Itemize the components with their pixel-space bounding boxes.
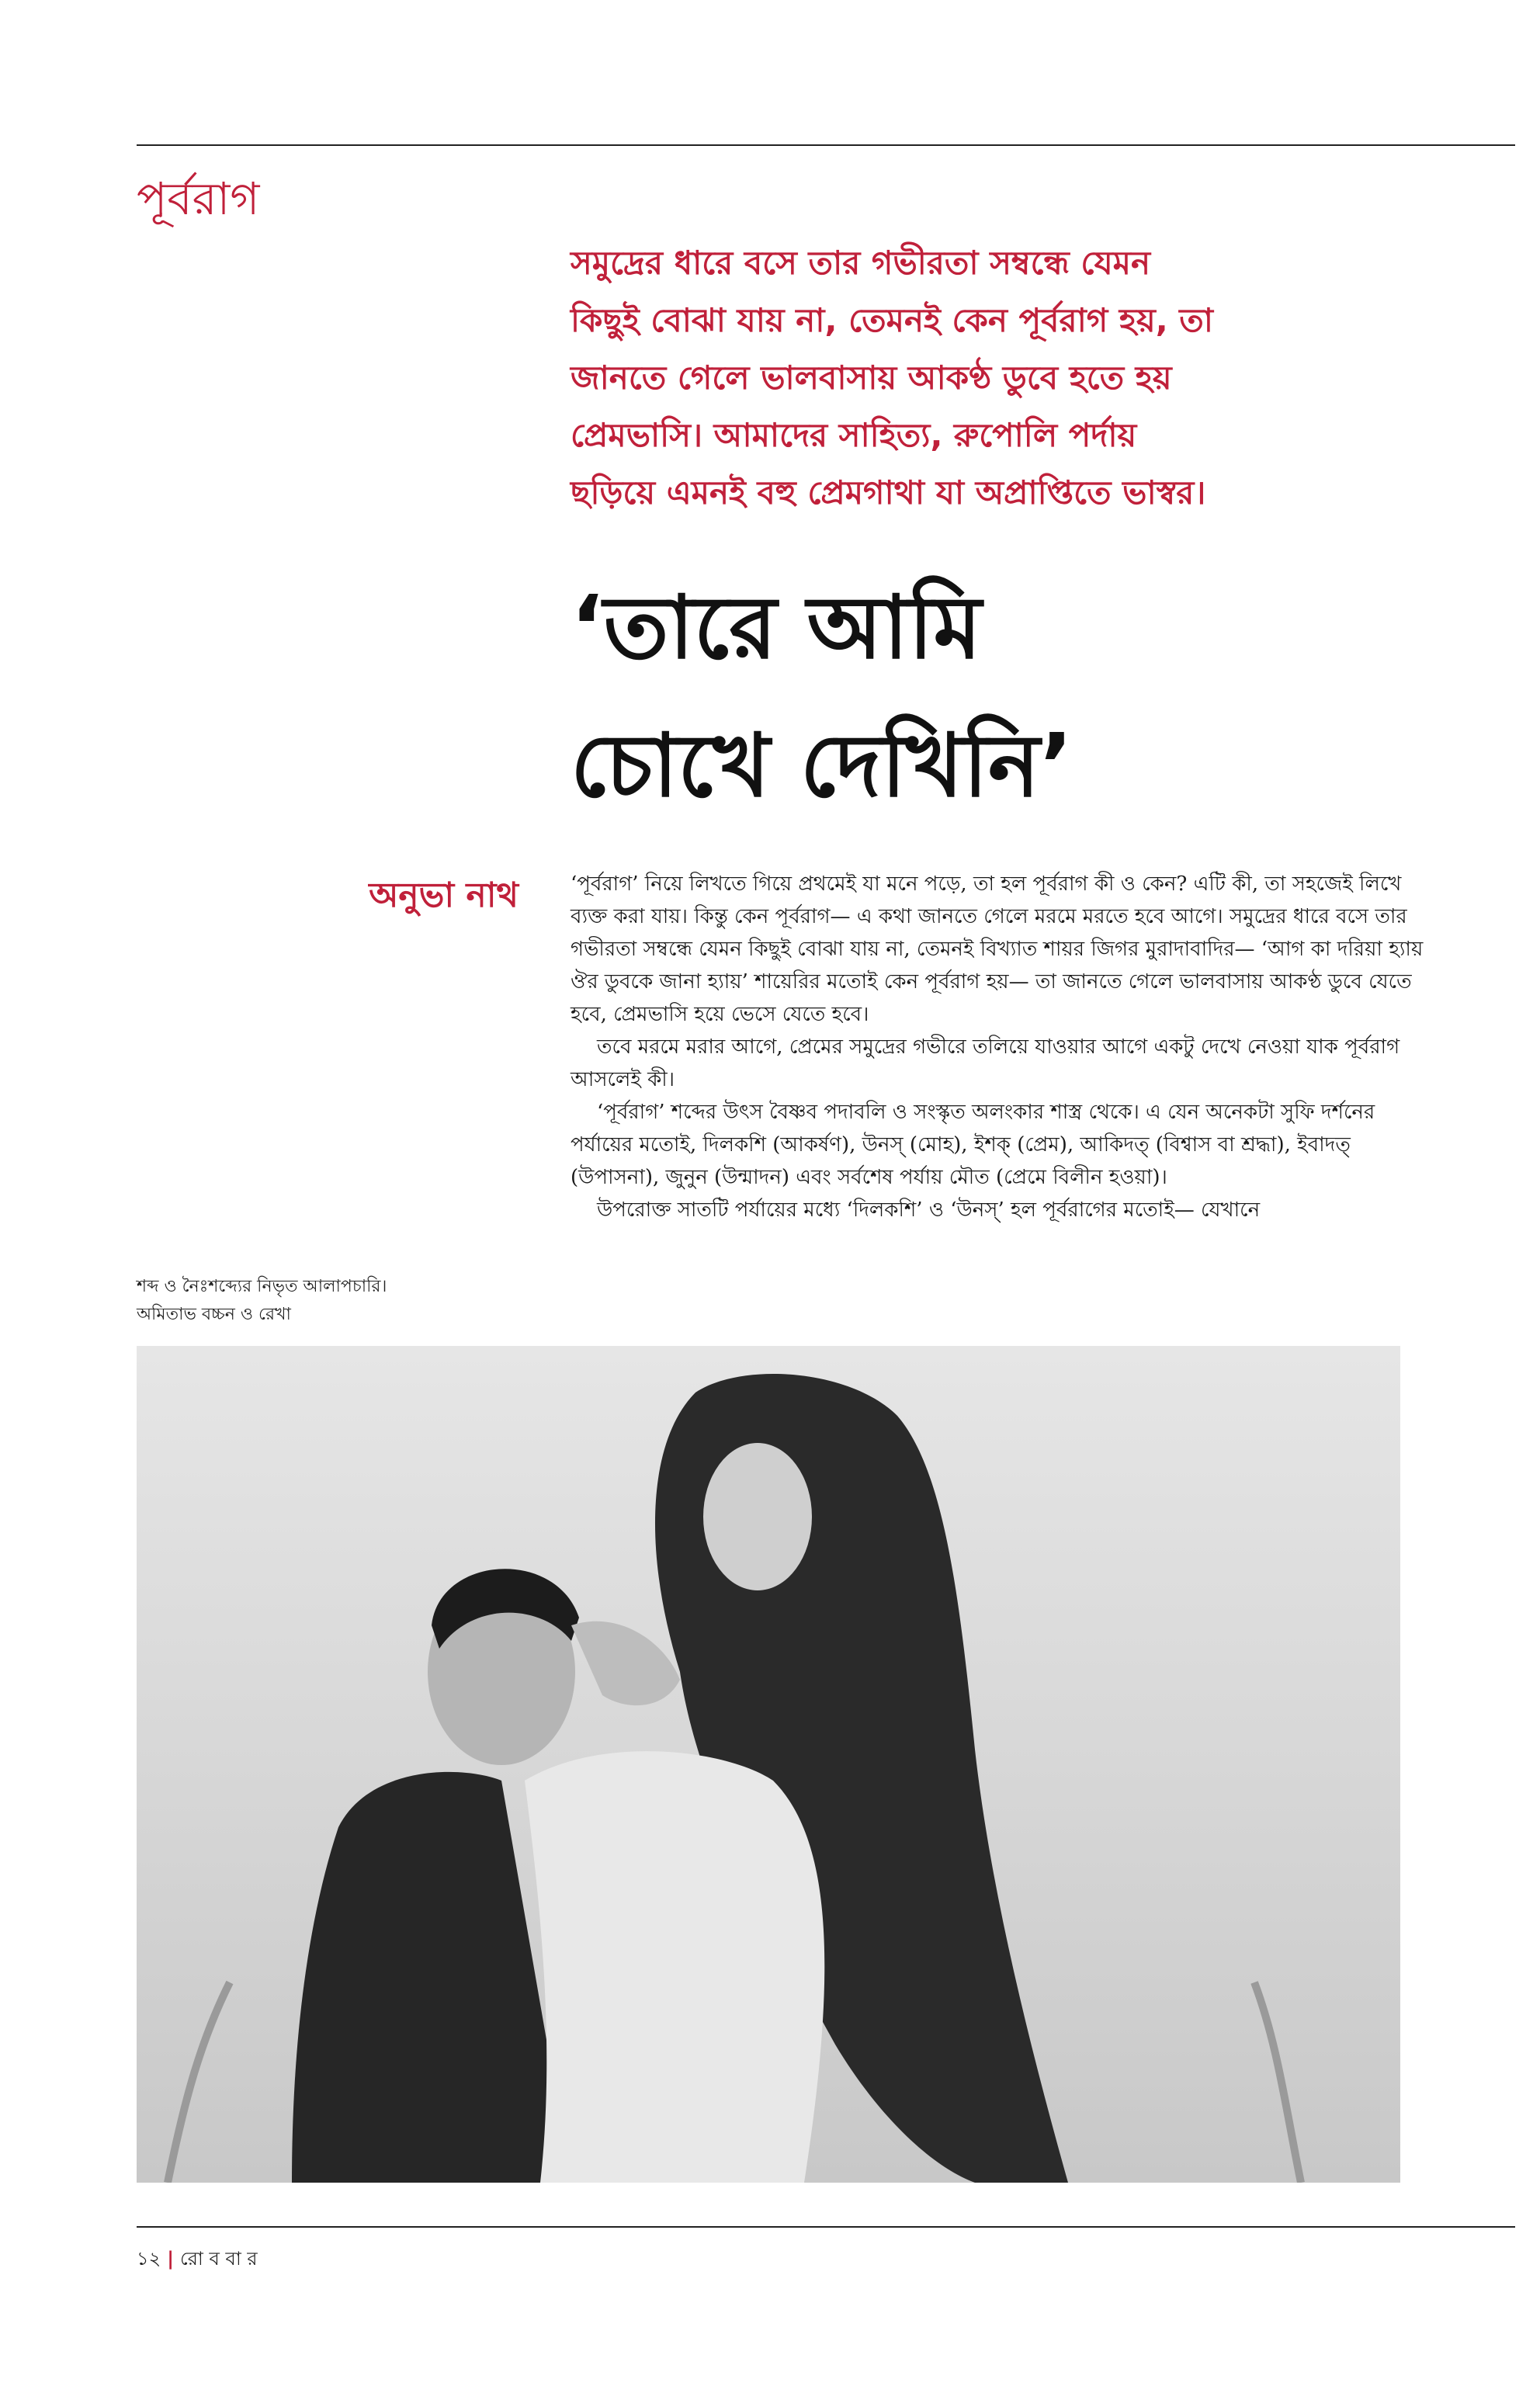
section-label: পূর্বরাগ <box>137 172 260 225</box>
body-paragraph: ‘পূর্বরাগ’ নিয়ে লিখতে গিয়ে প্রথমেই যা মনে পড়ে, তা হল পূর্বরাগ কী ও কেন? এটি কী, তা সহজেই লিখে ব্যক্ত করা যায়। কিন্তু কেন পূর্বরাগ— এ কথা জানতে গেলে মরমে মরতে হবে আগে। সমুদ্রের ধারে বসে তার গভীরতা সম্বন্ধে যেমন কিছুই বোঝা যায় না, তেমনই বিখ্যাত শায়র জিগর মুরাদাবাদির— ‘আগ কা দরিয়া হ্যায় ঔর ডুবকে জানা হ্যায়’ শায়েরির মতোই কেন পূর্বরাগ হয়— তা জানতে গেলে ভালবাসায় আকণ্ঠ ডুবে যেতে হবে, প্রেমভাসি হয়ে ভেসে যেতে হবে। <box>571 872 1424 1026</box>
magazine-name: রো ব বা র <box>179 2248 258 2270</box>
page-footer <box>137 2245 258 2276</box>
intro-line: জানতে গেলে ভালবাসায় আকণ্ঠ ডুবে হতে হয় <box>571 359 1172 397</box>
article-headline <box>571 559 1486 835</box>
film-still-illustration <box>137 1346 1400 2183</box>
intro-standfirst <box>571 234 1424 522</box>
caption-line: শব্দ ও নৈঃশব্দ্যের নিভৃত আলাপচারি। <box>137 1277 387 1296</box>
headline-line: চোখে দেখিনি’ <box>571 716 1073 817</box>
headline-line: ‘তারে আমি <box>571 577 982 678</box>
intro-line: ছড়িয়ে এমনই বহু প্রেমগাথা যা অপ্রাপ্তিতে ভাস্বর। <box>571 473 1206 512</box>
intro-line: সমুদ্রের ধারে বসে তার গভীরতা সম্বন্ধে যেমন <box>571 244 1151 282</box>
film-still-photo <box>137 1346 1400 2183</box>
body-paragraph: উপরোক্ত সাতটি পর্যায়ের মধ্যে ‘দিলকশি’ ও ‘উনস্’ হল পূর্বরাগের মতোই— যেখানে <box>597 1198 1261 1222</box>
footer-separator: | <box>167 2248 174 2270</box>
body-paragraph: তবে মরমে মরার আগে, প্রেমের সমুদ্রের গভীরে তলিয়ে যাওয়ার আগে একটু দেখে নেওয়া যাক পূর্বরাগ আসলেই কী। <box>571 1035 1400 1091</box>
bottom-rule <box>137 2226 1515 2228</box>
intro-line: প্রেমভাসি। আমাদের সাহিত্য, রুপোলি পর্দায় <box>571 416 1137 454</box>
body-paragraph: ‘পূর্বরাগ’ শব্দের উৎস বৈষ্ণব পদাবলি ও সংস্কৃত অলংকার শাস্ত্র থেকে। এ যেন অনেকটা সুফি দর্শনের পর্যায়ের মতোই, দিলকশি (আকর্ষণ), উনস্ (মোহ), ইশক্ (প্রেম), আকিদত্ (বিশ্বাস বা শ্রদ্ধা), ইবাদত্ (উপাসনা), জুনুন (উন্মাদন) এবং সর্বশেষ পর্যায় মৌত (প্রেমে বিলীন হওয়া)। <box>571 1101 1375 1189</box>
caption-line: অমিতাভ বচ্চন ও রেখা <box>137 1305 291 1324</box>
intro-line: কিছুই বোঝা যায় না, তেমনই কেন পূর্বরাগ হয়, তা <box>571 301 1213 339</box>
top-rule <box>137 144 1515 146</box>
author-byline: অনুভা নাথ <box>369 876 519 915</box>
page-number: ১২ <box>137 2248 161 2270</box>
photo-caption <box>137 1273 540 1329</box>
article-body <box>571 868 1440 1226</box>
